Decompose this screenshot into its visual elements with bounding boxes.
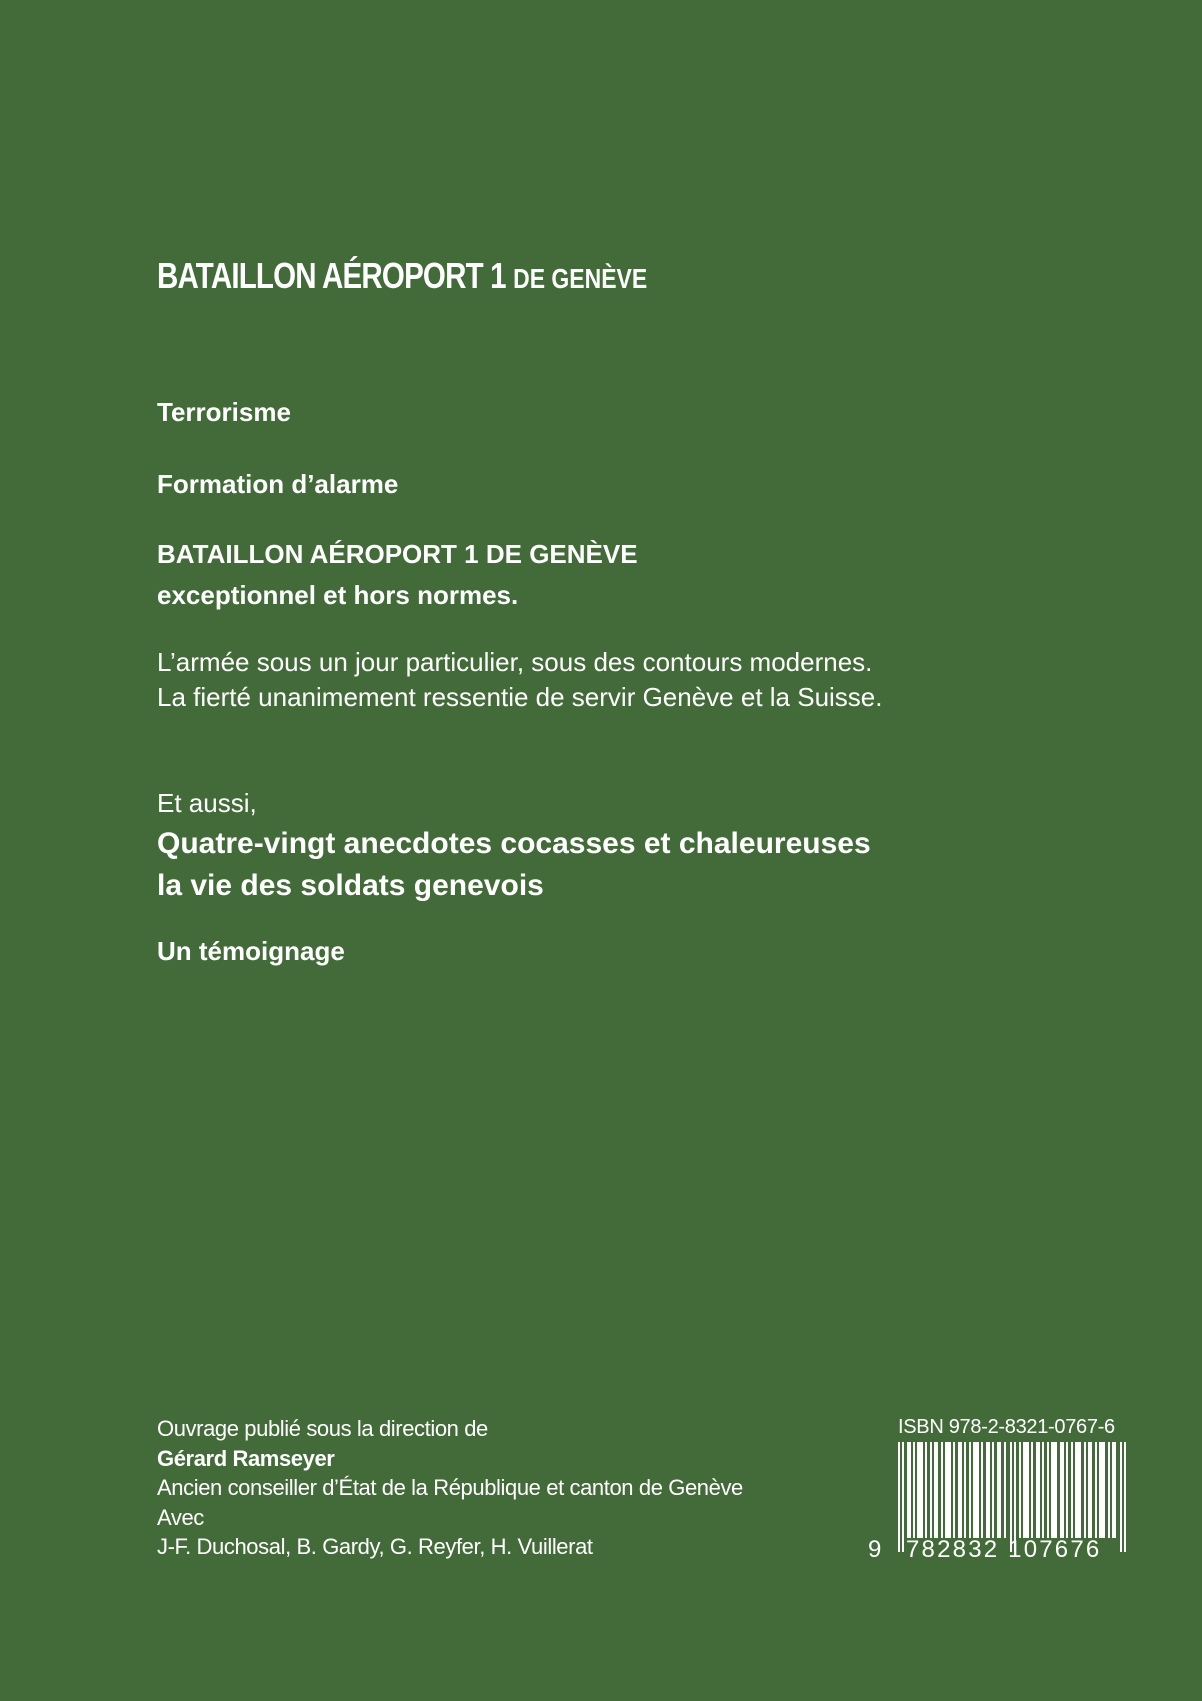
credits-author-name: Gérard Ramseyer — [157, 1445, 335, 1471]
credits-author-role: Ancien conseiller d’État de la République et canton de Genève — [157, 1475, 743, 1500]
heading-formation: Formation d’alarme — [157, 469, 399, 499]
title-suffix: DE GENÈVE — [513, 263, 648, 294]
barcode-digits: 782832 107676 — [906, 1536, 1102, 1563]
isbn-barcode — [868, 1416, 1134, 1564]
highlight-vie-soldats: la vie des soldats genevois — [157, 869, 544, 902]
text-armee: L’armée sous un jour particulier, sous des contours modernes. — [157, 647, 873, 677]
subheading-exceptionnel: exceptionnel et hors normes. — [157, 580, 519, 610]
highlight-anecdotes: Quatre-vingt anecdotes cocasses et chaleureuses — [157, 827, 871, 860]
book-title — [157, 255, 648, 296]
text-fierte: La fierté unanimement ressentie de servir Genève et la Suisse. — [157, 682, 883, 712]
credits-line-avec: Avec — [157, 1504, 204, 1530]
text-et-aussi: Et aussi, — [157, 788, 257, 818]
credits-contributors: J-F. Duchosal, B. Gardy, G. Reyfer, H. Vuillerat — [157, 1534, 593, 1559]
credits-block — [157, 1414, 743, 1562]
heading-terrorisme: Terrorisme — [157, 397, 291, 427]
barcode-digit-first: 9 — [868, 1536, 883, 1563]
heading-temoignage: Un témoignage — [157, 936, 345, 966]
isbn-label: ISBN 978-2-8321-0767-6 — [898, 1416, 1115, 1438]
credits-line-direction: Ouvrage publié sous la direction de — [157, 1416, 488, 1441]
title-main: BATAILLON AÉROPORT 1 — [157, 255, 506, 296]
heading-bataillon: BATAILLON AÉROPORT 1 DE GENÈVE — [157, 539, 638, 569]
